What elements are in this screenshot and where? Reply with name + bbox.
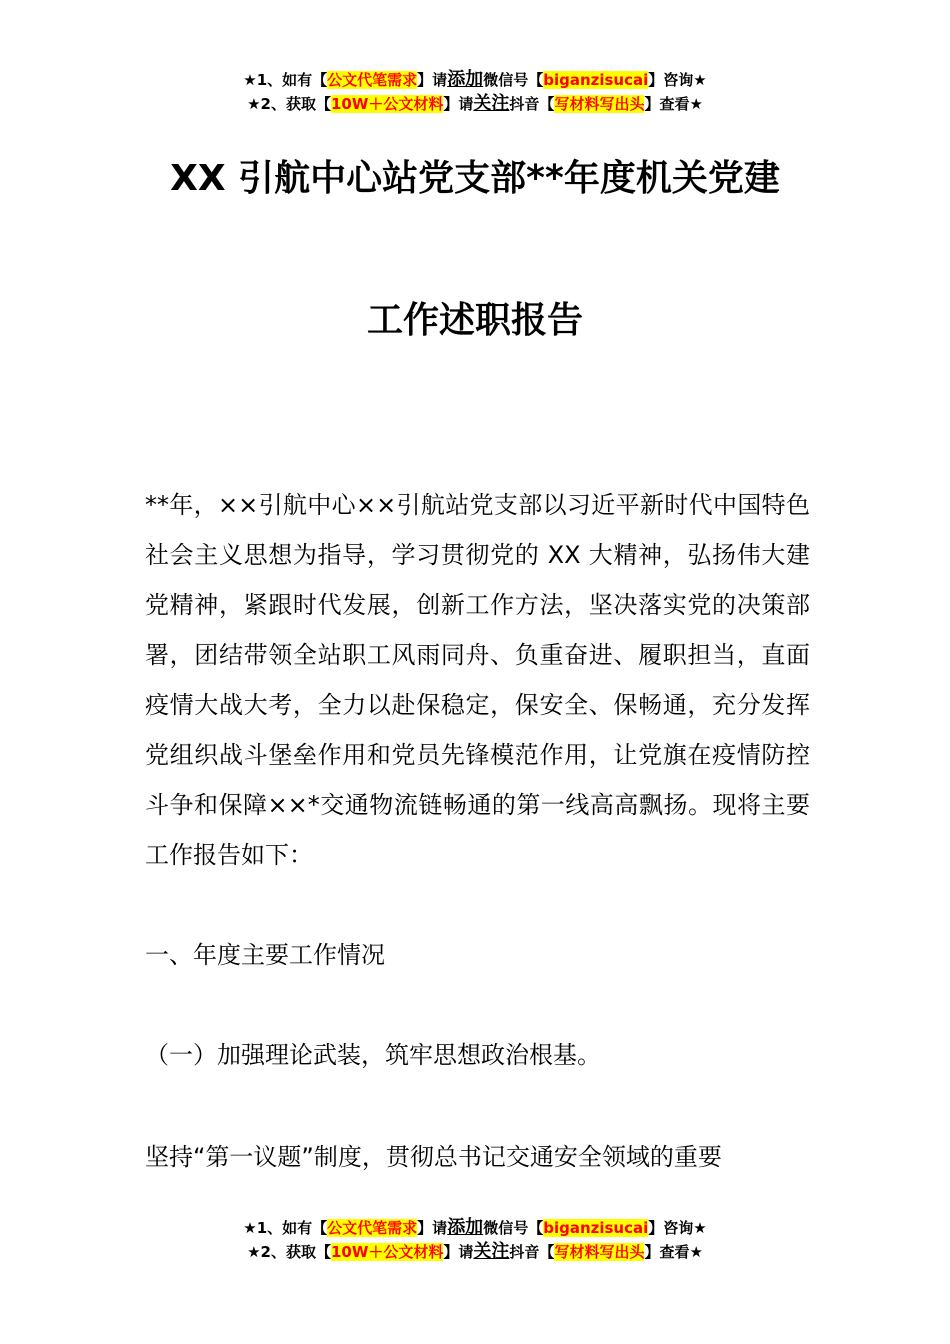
promo-underlined: 添加	[447, 69, 484, 90]
promo-line-1	[0, 68, 950, 92]
promo-text: ★1、如有【	[243, 71, 328, 89]
promo-text: 抖音【	[509, 95, 555, 113]
promo-text: 微信号【	[483, 71, 544, 89]
promo-text: ★2、获取【	[247, 1243, 331, 1261]
document-title-line-1: XX 引航中心站党支部**年度机关党建	[170, 158, 780, 199]
body-paragraph: 坚持“第一议题”制度，贯彻总书记交通安全领域的重要	[145, 1143, 722, 1171]
promo-line-2	[0, 1240, 950, 1264]
promo-line-1	[0, 1216, 950, 1240]
section-heading: 一、年度主要工作情况	[145, 941, 385, 969]
document-title-line-2: 工作述职报告	[366, 300, 583, 341]
promo-text: 】查看★	[644, 1243, 703, 1261]
promo-highlight: biganzisucai	[543, 71, 649, 89]
promo-text: 】咨询★	[648, 71, 707, 89]
promo-text: 】请	[443, 95, 474, 113]
promo-underlined: 添加	[447, 1217, 484, 1238]
promo-text: 】请	[417, 71, 448, 89]
promo-text: 微信号【	[483, 1219, 544, 1237]
intro-paragraph: **年，××引航中心××引航站党支部以习近平新时代中国特色社会主义思想为指导，学习贯彻党的 XX 大精神，弘扬伟大建党精神，紧跟时代发展，创新工作方法，坚决落实党的决策部署，团结带领全站职工风雨同舟、负重奋进、履职担当，直面疫情大战大考，全力以赴保稳定，保安全、保畅通，充分发挥党组织战斗堡垒作用和党员先锋模范作用，让党旗在疫情防控斗争和保障××*交通物流链畅通的第一线高高飘扬。现将主要工作报告如下：	[145, 491, 810, 869]
promo-highlight: 10W＋公文材料	[330, 1243, 444, 1261]
promo-highlight: 写材料写出头	[554, 1243, 645, 1261]
promo-text: 】请	[443, 1243, 474, 1261]
promo-highlight: biganzisucai	[543, 1219, 649, 1237]
subsection-heading: （一）加强理论武装，筑牢思想政治根基。	[145, 1041, 601, 1069]
promo-text: 】查看★	[644, 95, 703, 113]
promo-highlight: 写材料写出头	[554, 95, 645, 113]
promo-text: 抖音【	[509, 1243, 555, 1261]
promo-line-2	[0, 92, 950, 116]
promo-highlight: 公文代笔需求	[327, 1219, 418, 1237]
promo-banner-bottom	[0, 1216, 950, 1264]
promo-text: 】咨询★	[648, 1219, 707, 1237]
promo-highlight: 公文代笔需求	[327, 71, 418, 89]
promo-underlined: 关注	[473, 93, 510, 114]
promo-underlined: 关注	[473, 1241, 510, 1262]
promo-text: 】请	[417, 1219, 448, 1237]
promo-text: ★2、获取【	[247, 95, 331, 113]
promo-highlight: 10W＋公文材料	[330, 95, 444, 113]
promo-banner-top	[0, 68, 950, 116]
promo-text: ★1、如有【	[243, 1219, 328, 1237]
